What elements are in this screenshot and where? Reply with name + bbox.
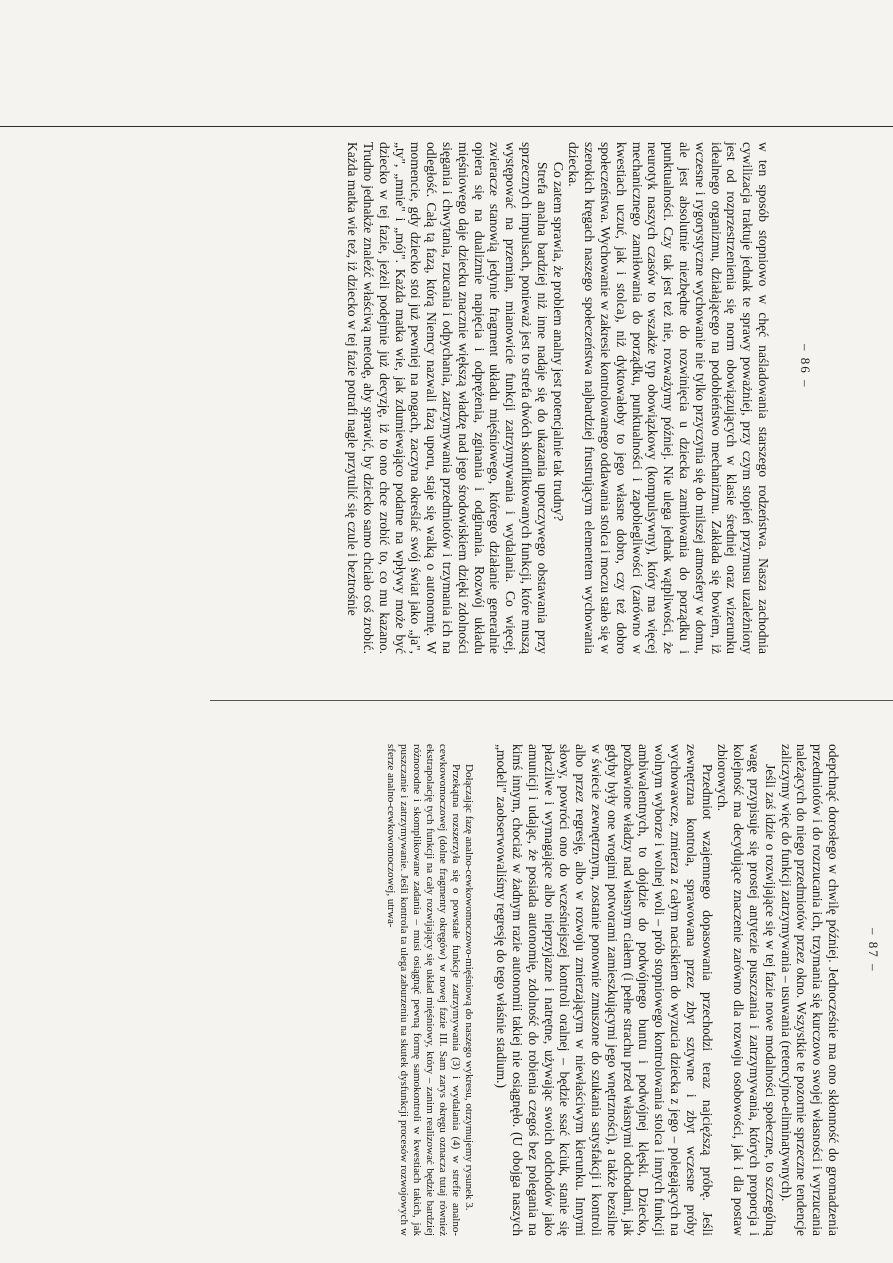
paragraph: Jeśli zaś idzie o rozwijające się w tej fazie nowe modalności społeczne, to szczególną wagę przypisuje się prostej antytezie puszczania i zatrzymywania, których proporcja i kolejność ma decydujące znaczenie zarówno dla rozwoju osobowości, jak i dla postaw zbiorowych. (715, 744, 778, 1236)
note-paragraph: Przekątna rozszerzyła się o powstałe funkcje zatrzymywania (3) i wydalania (4) w strefie analno-cewkowomoczowej (dolne fragmenty okręgów) w nowej fazie III. Sam zarys okręgu oznacza tutaj również ekstrapolację tych funkcji na cały rozwijający się układ mięśniowy, który – zanim realizować będzie bardziej różnorodne i skomplikowane zadania – musi osiągnąć pewną formę samokontroli w kwestiach takich, jak puszczanie i zatrzymywanie. Jeśli kontrola ta ulega zaburzeniu na skutek dysfunkcji procesów rozwojowych w sferze analno-cewkowomoczowej, utrwa- (385, 744, 463, 1236)
right-page-text (384, 744, 841, 1236)
notes (384, 744, 475, 1236)
paragraph: Co zatem sprawia, że problem analny jest potencjalnie tak trudny? (550, 162, 566, 522)
paragraph: Przedmiot wzajemnego dopasowania przechodzi teraz najcięższą próbę. Jeśli zewnętrzna kontrola, sprawowana przez zbyt sztywne i zbyt wczesne próby wychowawcze, zmierza z całym naciskiem do wyzucia dziecka z jego – polegających na wolnym wyborze i wolnej woli – prób stopniowego kontrolowania stolca i innych funkcji ambiwalentnych, to dojdzie do podwójnego buntu i podwójnej klęski. Dziecko, pozbawione władzy nad własnym ciałem (i pełne strachu przed własnymi odchodami, jak gdyby były one wrogimi potworami zamieszkującymi jego wnętrzności), a także bezsilne w świecie zewnętrznym, zostanie ponownie zmuszone do szukania satysfakcji i kontroli albo przez regresję, albo w rozwoju zmierzającym w niewłaściwym kierunku. Innymi słowy, powróci ono do wcześniejszej kontroli oralnej – będzie ssać kciuk, stanie się płaczliwe i wymagające albo nieprzyjazne i natrętne, używając swoich odchodów jako amunicji i udając, że posiada autonomię, zdolność do robienia czegoś bez polegania na kimś innym, chociaż w żadnym razie autonomii takiej nie osiągnęło. (U obojga naszych „modeli" zaobserwowaliśmy regresję do tego właśnie stadium.) (494, 744, 715, 1236)
paragraph: odepchnąć dorosłego w chwilę później. Jednocześnie ma ono skłonność do gromadzenia przedmiotów i do rozrzucania ich, trzymania się kurczowo swojej własności i wyrzucania należących do niego przedmiotów przez okno. Wszystkie te pozornie sprzeczne tendencje zaliczymy więc do funkcji zatrzymywania – usuwania (retencyjno-eliminatywnych). (778, 744, 841, 1236)
right-page (0, 720, 893, 1263)
note-paragraph: Dołączając fazę analno-cewkowomoczowo-mięśniową do naszego wykresu, otrzymujemy rysunek 3. (463, 764, 476, 1211)
left-page-text (344, 142, 771, 654)
page-number: – 87 – (866, 928, 881, 973)
paragraph: Strefa analna bardziej niż inne nadaje się do ukazania uporczywego obstawania przy sprzecznych impulsach, ponieważ jest to strefa dwóch skonfliktowanych funkcji, które muszą występować na przemian, mianowicie funkcji zatrzymywania i wydalania. Co więcej, zwieracze stanowią jedynie fragment układu mięśniowego, którego działanie generalnie opiera się na dualizmie napięcia i odprężenia, zginania i odginania. Rozwój układu mięśniowego daje dziecku znacznie większą władzę nad jego środowiskiem dzięki zdolności sięgania i chwytania, rzucania i odpychania, zatrzymywania przedmiotów i trzymania ich na odległość. Całą tą fazą, którą Niemcy nazwali fazą uporu, staje się walką o autonomię. W momencie, gdy dziecko stoi już pewniej na nogach, zaczyna określać swój świat jako „ja", „ty", „mnie" i „mój". Każda matka wie, jak zdumiewająco podatne na wpływy może być dziecko w tej fazie, jeżeli podejmie już decyzję, iż to ono chce zrobić to, co mu kazano. Trudno jednakże znaleźć właściwą metodę, aby sprawić, by dziecko samo chciało coś zrobić. Każda matka wie też, iż dziecko w tej fazie potrafi nagle przytulić się czule i beztrośnie (345, 142, 550, 654)
left-page (0, 130, 893, 690)
paragraph: w ten sposób stopniowo w chęć naśladowania starszego rodzeństwa. Nasza zachodnia cywilizacja traktuje jednak te sprawy poważniej, przy czym stopień przymusu uzależniony jest od rozprzestrzenienia się norm obowiązujących w klasie średniej oraz wizerunku idealnego organizmu, działającego na podobieństwo mechanizmu. Zakłada się bowiem, iż wczesne i rygorystyczne wychowanie nie tylko przyczynia się do milszej atmosfery w domu, ale jest absolutnie niezbędne do rozwinięcia u dziecka zamiłowania do porządku i punktualności. Czy tak jest też nie, rozważymy później. Nie ulega jednak wątpliwości, że neurotyk naszych czasów to wszakże typ obowiązkowy (kompulsywny), który ma więcej mechanicznego zamiłowania do porządku, punktualności i zapobiegliwości (zarówno w kwestiach uczuć, jak i stolca), niż dyktowałoby to jego własne dobro, czy też dobro społeczeństwa. Wychowanie w zakresie kontrolowanego oddawania stolca i moczu stało się w szerokich kręgach naszego społeczeństwa najbardziej frustrującym elementem wychowania dziecka. (566, 142, 771, 654)
page-number: – 86 – (798, 344, 813, 389)
